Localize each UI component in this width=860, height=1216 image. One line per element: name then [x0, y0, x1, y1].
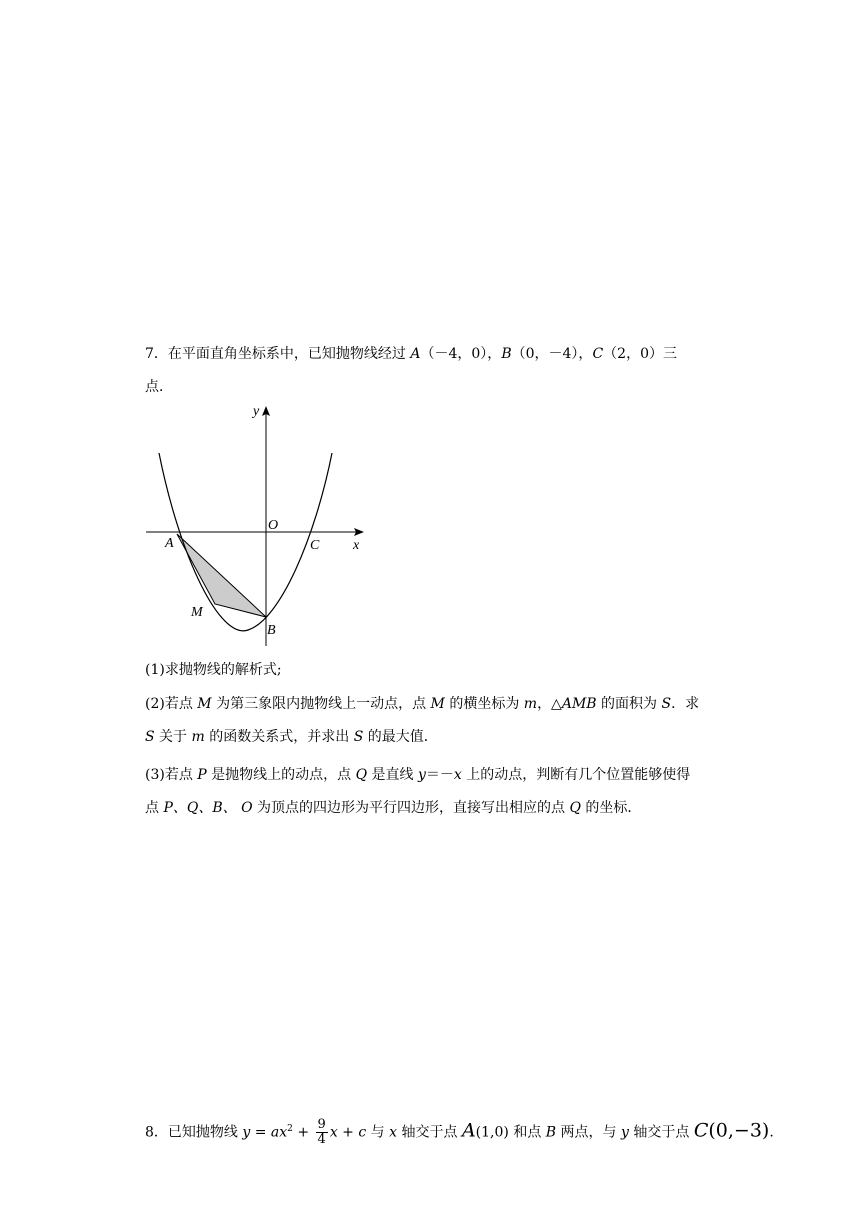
- point-a: A: [461, 1119, 476, 1142]
- var-m-point: M: [197, 696, 212, 712]
- x-axis-label: x: [353, 538, 360, 553]
- point-a-coords: （－4，0），: [420, 346, 502, 362]
- text: 是直线: [367, 767, 418, 783]
- text: 是抛物线上的动点，点: [206, 767, 356, 783]
- var-m: m: [191, 729, 205, 745]
- var-q: Q: [355, 767, 368, 783]
- figure-point-a: A: [165, 536, 174, 551]
- part-3-line-1: [145, 764, 690, 784]
- point-c-label: C: [592, 346, 604, 362]
- exponent: 2: [287, 1123, 293, 1134]
- var-y: y: [620, 1124, 629, 1141]
- fraction-9-4: [316, 1118, 328, 1147]
- text: 的函数关系式，并求出: [204, 729, 354, 745]
- text: ．求: [671, 696, 700, 712]
- var-s: S: [145, 729, 155, 745]
- var-s: S: [353, 729, 364, 745]
- point-b-coords: （0，－4），: [511, 346, 593, 362]
- text: 点: [145, 800, 164, 816]
- part-3-line-2: [145, 797, 641, 817]
- triangle-name: AMB: [561, 696, 597, 712]
- text: (3)若点: [145, 767, 198, 783]
- text: 与: [366, 1124, 390, 1141]
- part-1: (1)求抛物线的解析式;: [145, 662, 282, 678]
- text: 和点: [508, 1124, 546, 1141]
- var-m: m: [523, 696, 538, 712]
- text: 为顶点的四边形为平行四边形，直接写出相应的点: [252, 800, 570, 816]
- text: ，△: [537, 696, 562, 712]
- figure-point-m: M: [191, 605, 203, 620]
- y-axis-label: y: [253, 404, 260, 419]
- text: 的面积为: [596, 696, 662, 712]
- text: 的横坐标为: [444, 696, 524, 712]
- var-x: x: [453, 767, 462, 783]
- part-2-line-1: [145, 693, 699, 713]
- var-c: c: [358, 1124, 367, 1141]
- text: 两点，与: [556, 1124, 621, 1141]
- point-b-label: B: [501, 346, 512, 362]
- vertex-list: P、Q、B、 O: [163, 800, 253, 816]
- figure-point-b: B: [267, 623, 276, 638]
- origin-label: O: [268, 518, 279, 533]
- text: 的最大值．: [363, 729, 438, 745]
- text: +: [337, 1124, 359, 1141]
- point-a-label: A: [410, 346, 421, 362]
- parabola-figure: [140, 398, 380, 650]
- fraction-numerator: 9: [317, 1117, 326, 1132]
- text: 上的动点，判断有几个位置能够使得: [461, 767, 691, 783]
- text: 关于: [154, 729, 192, 745]
- text: +: [292, 1124, 314, 1141]
- text: 的坐标．: [580, 800, 642, 816]
- var-s: S: [661, 696, 672, 712]
- point-b: B: [545, 1124, 557, 1141]
- point-c: C: [693, 1119, 709, 1142]
- var-x: x: [389, 1124, 398, 1141]
- question-7-line-2: 点．: [145, 379, 173, 395]
- var-q: Q: [569, 800, 581, 816]
- var-x: x: [329, 1124, 338, 1141]
- text: 轴交于点: [628, 1124, 694, 1141]
- part-2-line-2: [145, 726, 438, 746]
- question-7-line-1: [145, 343, 677, 363]
- var-m-point: M: [430, 696, 445, 712]
- question-8: [145, 1118, 774, 1147]
- var-y: y: [418, 767, 426, 783]
- point-c-coords: (0,−3): [708, 1119, 770, 1142]
- point-a-coords: (1,0): [475, 1124, 509, 1141]
- var-ax: ax: [270, 1124, 288, 1141]
- fraction-denominator: 4: [317, 1132, 326, 1147]
- var-y: y: [242, 1124, 251, 1141]
- text: 为第三象限内抛物线上一动点，点: [211, 696, 431, 712]
- text: 8．已知抛物线: [145, 1124, 243, 1141]
- var-p: P: [197, 767, 207, 783]
- q7-text: 7．在平面直角坐标系中，已知抛物线经过: [145, 346, 411, 362]
- text: =: [250, 1124, 271, 1141]
- text: .: [769, 1124, 774, 1141]
- text: ＝－: [425, 767, 454, 783]
- figure-point-c: C: [310, 538, 320, 553]
- point-c-coords: （2，0）三: [603, 346, 677, 362]
- text: (2)若点: [145, 696, 198, 712]
- text: 轴交于点: [397, 1124, 462, 1141]
